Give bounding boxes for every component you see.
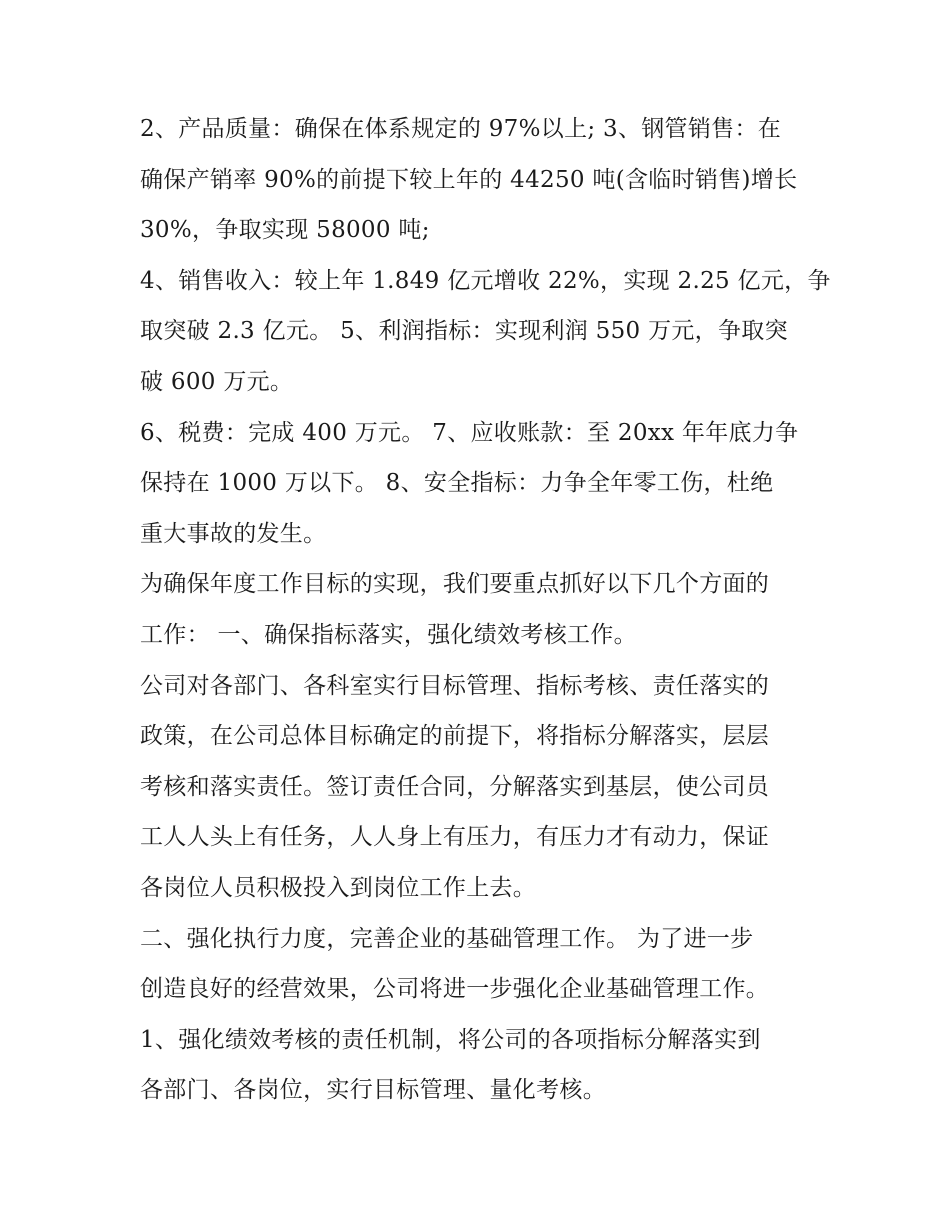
- text-line: 工作： 一、确保指标落实，强化绩效考核工作。: [140, 621, 637, 648]
- text-line: 4、销售收入：较上年 1.849 亿元增收 22%，实现 2.25 亿元，争: [140, 267, 831, 294]
- text-line: 创造良好的经营效果，公司将进一步强化企业基础管理工作。: [140, 976, 770, 1003]
- text-line: 破 600 万元。: [140, 368, 294, 395]
- text-line: 30%，争取实现 58000 吨;: [140, 217, 430, 244]
- text-line: 公司对各部门、各科室实行目标管理、指标考核、责任落实的: [140, 672, 770, 699]
- text-line: 重大事故的发生。: [140, 520, 327, 547]
- paragraph-target-management: [140, 661, 815, 914]
- document-body: [140, 104, 831, 1116]
- text-line: 保持在 1000 万以下。 8、安全指标：力争全年零工伤，杜绝: [140, 470, 774, 497]
- paragraph-targets-quality-sales: [140, 104, 815, 256]
- paragraph-work-focus: [140, 559, 815, 660]
- text-line: 政策，在公司总体目标确定的前提下，将指标分解落实，层层: [140, 723, 770, 750]
- text-line: 工人人头上有任务，人人身上有压力，有压力才有动力，保证: [140, 824, 770, 851]
- paragraph-responsibility-mechanism: [140, 1015, 815, 1116]
- paragraph-targets-tax-safety: [140, 408, 815, 560]
- text-line: 二、强化执行力度，完善企业的基础管理工作。 为了进一步: [140, 925, 754, 952]
- text-line: 确保产销率 90%的前提下较上年的 44250 吨(含临时销售)增长: [140, 166, 798, 193]
- text-line: 各岗位人员积极投入到岗位工作上去。: [140, 874, 537, 901]
- paragraph-execution: [140, 914, 815, 1015]
- text-line: 各部门、各岗位，实行目标管理、量化考核。: [140, 1077, 606, 1104]
- text-line: 1、强化绩效考核的责任机制，将公司的各项指标分解落实到: [140, 1026, 761, 1053]
- text-line: 为确保年度工作目标的实现，我们要重点抓好以下几个方面的: [140, 571, 770, 598]
- paragraph-targets-revenue-profit: [140, 256, 831, 408]
- text-line: 考核和落实责任。签订责任合同，分解落实到基层，使公司员: [140, 773, 770, 800]
- text-line: 6、税费：完成 400 万元。 7、应收账款：至 20xx 年年底力争: [140, 419, 799, 446]
- text-line: 取突破 2.3 亿元。 5、利润指标：实现利润 550 万元，争取突: [140, 318, 788, 345]
- text-line: 2、产品质量：确保在体系规定的 97%以上; 3、钢管销售：在: [140, 116, 782, 142]
